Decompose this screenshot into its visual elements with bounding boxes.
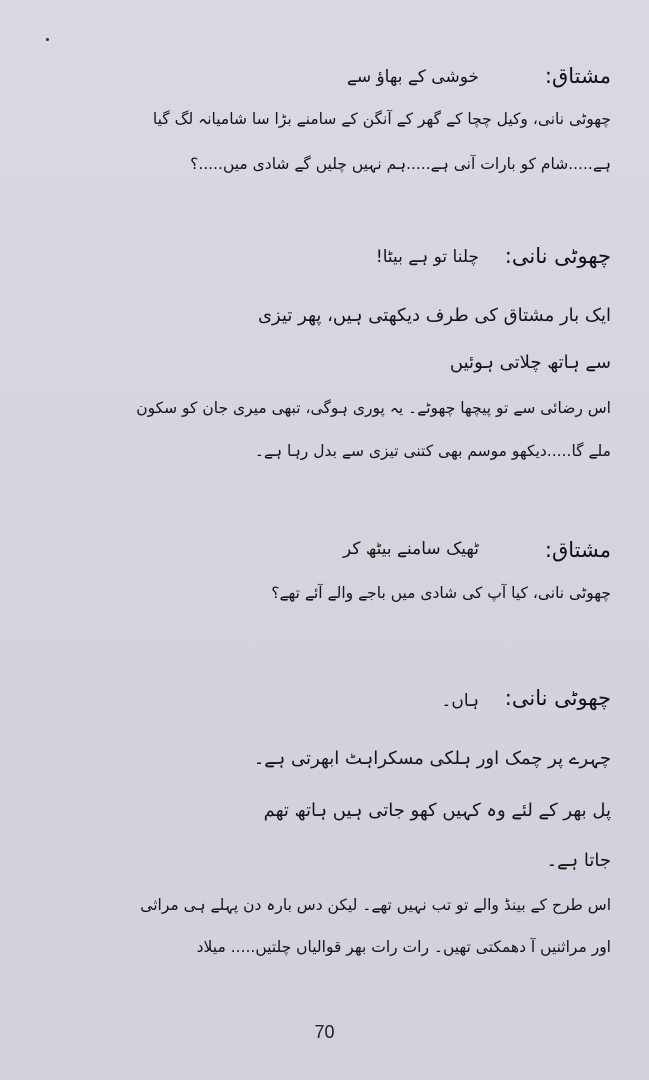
dialogue-line: ہے.....شام کو بارات آنی ہے.....ہم نہیں چلیں گے شادی میں.....؟ bbox=[190, 155, 611, 173]
dialogue-line: ہاں۔ bbox=[441, 691, 479, 711]
dialogue-line: اس رضائی سے تو پیچھا چھوٹے۔ یہ پوری ہوگی، تبھی میری جان کو سکون bbox=[136, 399, 611, 417]
stage-direction: سے ہاتھ چلاتی ہوئیں bbox=[449, 352, 611, 373]
dialogue-line: ملے گا.....دیکھو موسم بھی کتنی تیزی سے بدل رہا ہے۔ bbox=[254, 442, 611, 460]
stage-direction: ایک بار مشتاق کی طرف دیکھتی ہیں، پھر تیزی bbox=[257, 305, 611, 326]
dialogue-line: چھوٹی نانی، وکیل چچا کے گھر کے آنگن کے سامنے بڑا سا شامیانہ لگ گیا bbox=[152, 110, 611, 128]
dialogue-line: چلنا تو ہے بیٹا! bbox=[375, 247, 479, 267]
stage-direction: پل بھر کے لئے وہ کہیں کھو جاتی ہیں ہاتھ تھم bbox=[263, 800, 611, 821]
stage-direction: چہرے پر چمک اور ہلکی مسکراہٹ ابھرتی ہے۔ bbox=[253, 748, 611, 769]
stage-direction: جاتا ہے۔ bbox=[546, 850, 611, 871]
stage-direction: ٹھیک سامنے بیٹھ کر bbox=[343, 539, 479, 559]
speaker-label: مشتاق: bbox=[544, 64, 611, 88]
dialogue-line: اور مراثنیں آ دھمکتی تھیں۔ رات رات بھر قوالیاں چلتیں..... میلاد bbox=[196, 938, 611, 956]
stage-direction: خوشی کے بھاؤ سے bbox=[346, 67, 479, 87]
speaker-label: مشتاق: bbox=[544, 538, 611, 562]
dialogue-line: اس طرح کے بینڈ والے تو تب نہیں تھے۔ لیکن دس بارہ دن پہلے ہی مراثی bbox=[140, 896, 611, 914]
paper-speck bbox=[46, 38, 49, 41]
page-number: 70 bbox=[314, 1022, 335, 1042]
speaker-label: چھوٹی نانی: bbox=[504, 244, 611, 268]
dialogue-line: چھوٹی نانی، کیا آپ کی شادی میں باجے والے آئے تھے؟ bbox=[271, 584, 611, 602]
speaker-label: چھوٹی نانی: bbox=[504, 686, 611, 710]
